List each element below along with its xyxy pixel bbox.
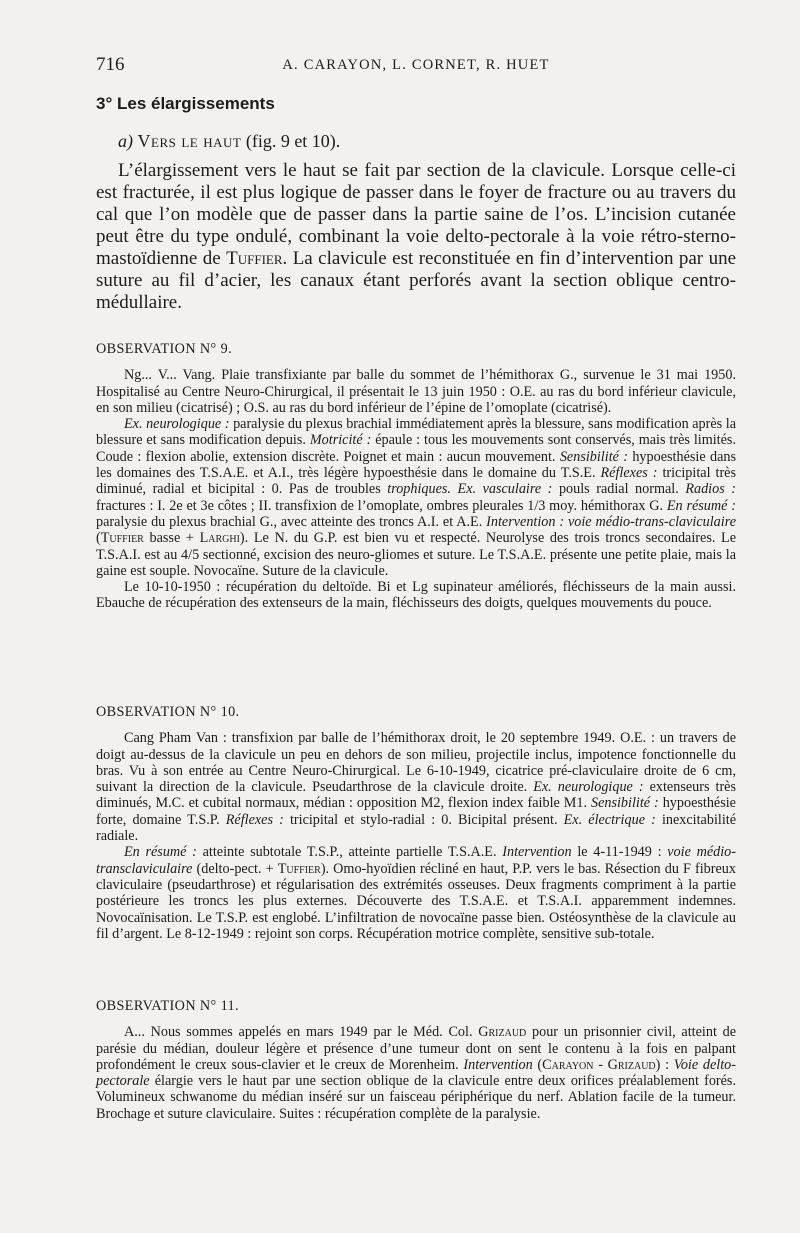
subsection-title: Vers le haut [137, 131, 242, 151]
lead-paragraph [96, 160, 736, 314]
lead-text-1: L’élargissement vers le haut se fait par section de la clavicule. Lorsque celle-ci est fracturée, il est plus logique de passer dans le foyer de fracture ou au travers du cal que l’on modèle que de passer dans la partie saine de l’os. L’incision cutanée peut être du type ondulé, combinant la voie delto-pectorale à la voie rétro-sterno-mastoïdienne de [96, 160, 736, 269]
observation-11-case: A... Nous sommes appelés en mars 1949 par le Méd. Col. Grizaud pour un prisonnier civil, atteint de parésie du médian, douleur légère et présence d’une tumeur dont on sent le contenu à la fois en palpant profondément le creux sous-clavier et le creux de Morenheim. Intervention (Carayon - Grizaud) : Voie delto-pectorale élargie vers le haut par une section oblique de la clavicule entre deux orifices préalablement forés. Volumineux schwanome du médian inséré sur un faisceau périphérique du nerf. Ablation facile de la tumeur. Brochage et suture claviculaire. Suites : récupération complète de la paralysie. [96, 1024, 737, 1122]
observation-9-outcome: Le 10-10-1950 : récupération du deltoïde. Bi et Lg supinateur améliorés, fléchisseurs de la main aussi. Ebauche de récupération des extenseurs de la main, fléchisseurs des doigts, quelques mouvements du pouce. [96, 579, 736, 612]
observation-11-heading: OBSERVATION N° 11. [96, 998, 239, 1014]
observation-10-case: Cang Pham Van : transfixion par balle de l’hémithorax droit, le 20 septembre 1949. O.E. : un travers de doigt au-dessus de la clavicule un peu en dehors de son milieu, projectile inclus, impotence fonctionnelle du bras. Vu à son entrée au Centre Neuro-Chirurgical. Le 6-10-1949, cicatrice pré-claviculaire droite de 6 cm, suivant la direction de la clavicule. Pseudarthrose de la clavicule droite. Ex. neurologique : extenseurs très diminués, M.C. et cubital normaux, médian : opposition M2, flexion index faible M1. Sensibilité : hypoesthésie forte, domaine T.S.P. Réflexes : tricipital et stylo-radial : 0. Bicipital présent. Ex. électrique : inexcitabilité radiale. [96, 730, 737, 845]
observation-11 [96, 998, 736, 1122]
observation-10-intervention: En résumé : atteinte subtotale T.S.P., atteinte partielle T.S.A.E. Intervention le 4-11-1949 : voie médio-transclaviculaire (delto-pect. + Tuffier). Omo-hyoïdien récliné en haut, P.P. vers le bas. Résection du F fibreux claviculaire (pseudarthrose) et régularisation des extrémités osseuses. Deux fragments compriment à la partie postérieure les troncs les plus externes. Découverte des T.S.A.E. et T.S.A.I. apparemment indemnes. Novocaïnisation. Le T.S.P. est englobé. L’infiltration de novocaïne passe bien. Ostéosynthèse de la clavicule au fil d’argent. Le 8-12-1949 : rejoint son corps. Récupération motrice complète, sensitive sub-totale. [96, 844, 736, 942]
observation-9-case: Ng... V... Vang. Plaie transfixiante par balle du sommet de l’hémithorax G., survenue le 31 mai 1950. Hospitalisé au Centre Neuro-Chirurgical, il présentait le 13 juin 1950 : O.E. au ras du bord inférieur clavicule, en son milieu (cicatrisé) ; O.S. au ras du bord inférieur de l’épine de l’omoplate (cicatrisé). [96, 367, 736, 416]
observation-9-exam: Ex. neurologique : paralysie du plexus brachial immédiatement après la blessure, sans modification après la blessure et sans modification depuis. Motricité : épaule : tous les mouvements sont conservés, mais très limités. Coude : flexion abolie, extension discrète. Poignet et main : aucun mouvement. Sensibilité : hypoesthésie dans les domaines des T.S.A.E. et A.I., très légère hypoesthésie dans le domaine du T.S.E. Réflexes : tricipital très diminué, radial et bicipital : 0. Pas de troubles trophiques. Ex. vasculaire : pouls radial normal. Radios : fractures : I. 2e et 3e côtes ; II. transfixion de l’omoplate, ombres pleurales 1/3 moy. hémithorax G. En résumé : paralysie du plexus brachial G., avec atteinte des troncs A.I. et A.E. Intervention : voie médio-trans-claviculaire (Tuffier basse + Larghi). Le N. du G.P. est bien vu et respecté. Neurolyse des trois troncs secondaires. Le T.S.A.I. est au 4/5 sectionné, excision des neuro-gliomes et suture. Le T.S.A.E. présente une petite plaie, mais la gaine est souple. Novocaïne. Suture de la clavicule. [96, 416, 737, 579]
observation-10-heading: OBSERVATION N° 10. [96, 704, 240, 720]
subsection-heading [118, 131, 340, 152]
running-head-authors: A. CARAYON, L. CORNET, R. HUET [282, 57, 550, 73]
observation-10 [96, 704, 736, 942]
observation-9-heading: OBSERVATION N° 9. [96, 341, 233, 357]
running-head [96, 54, 736, 80]
observation-9 [96, 341, 736, 612]
section-heading: 3° Les élargissements [96, 94, 275, 113]
page-number: 716 [96, 54, 125, 75]
subsection-label: a) [118, 131, 133, 151]
lead-author-tuffier: Tuffier [226, 248, 283, 269]
subsection-figure-ref: (fig. 9 et 10). [241, 131, 341, 151]
lead-text-2: . La clavicule est reconstituée en fin d’intervention par une suture au fil d’acier, les canaux étant perforés avant la section oblique centro-médullaire. [96, 248, 736, 313]
